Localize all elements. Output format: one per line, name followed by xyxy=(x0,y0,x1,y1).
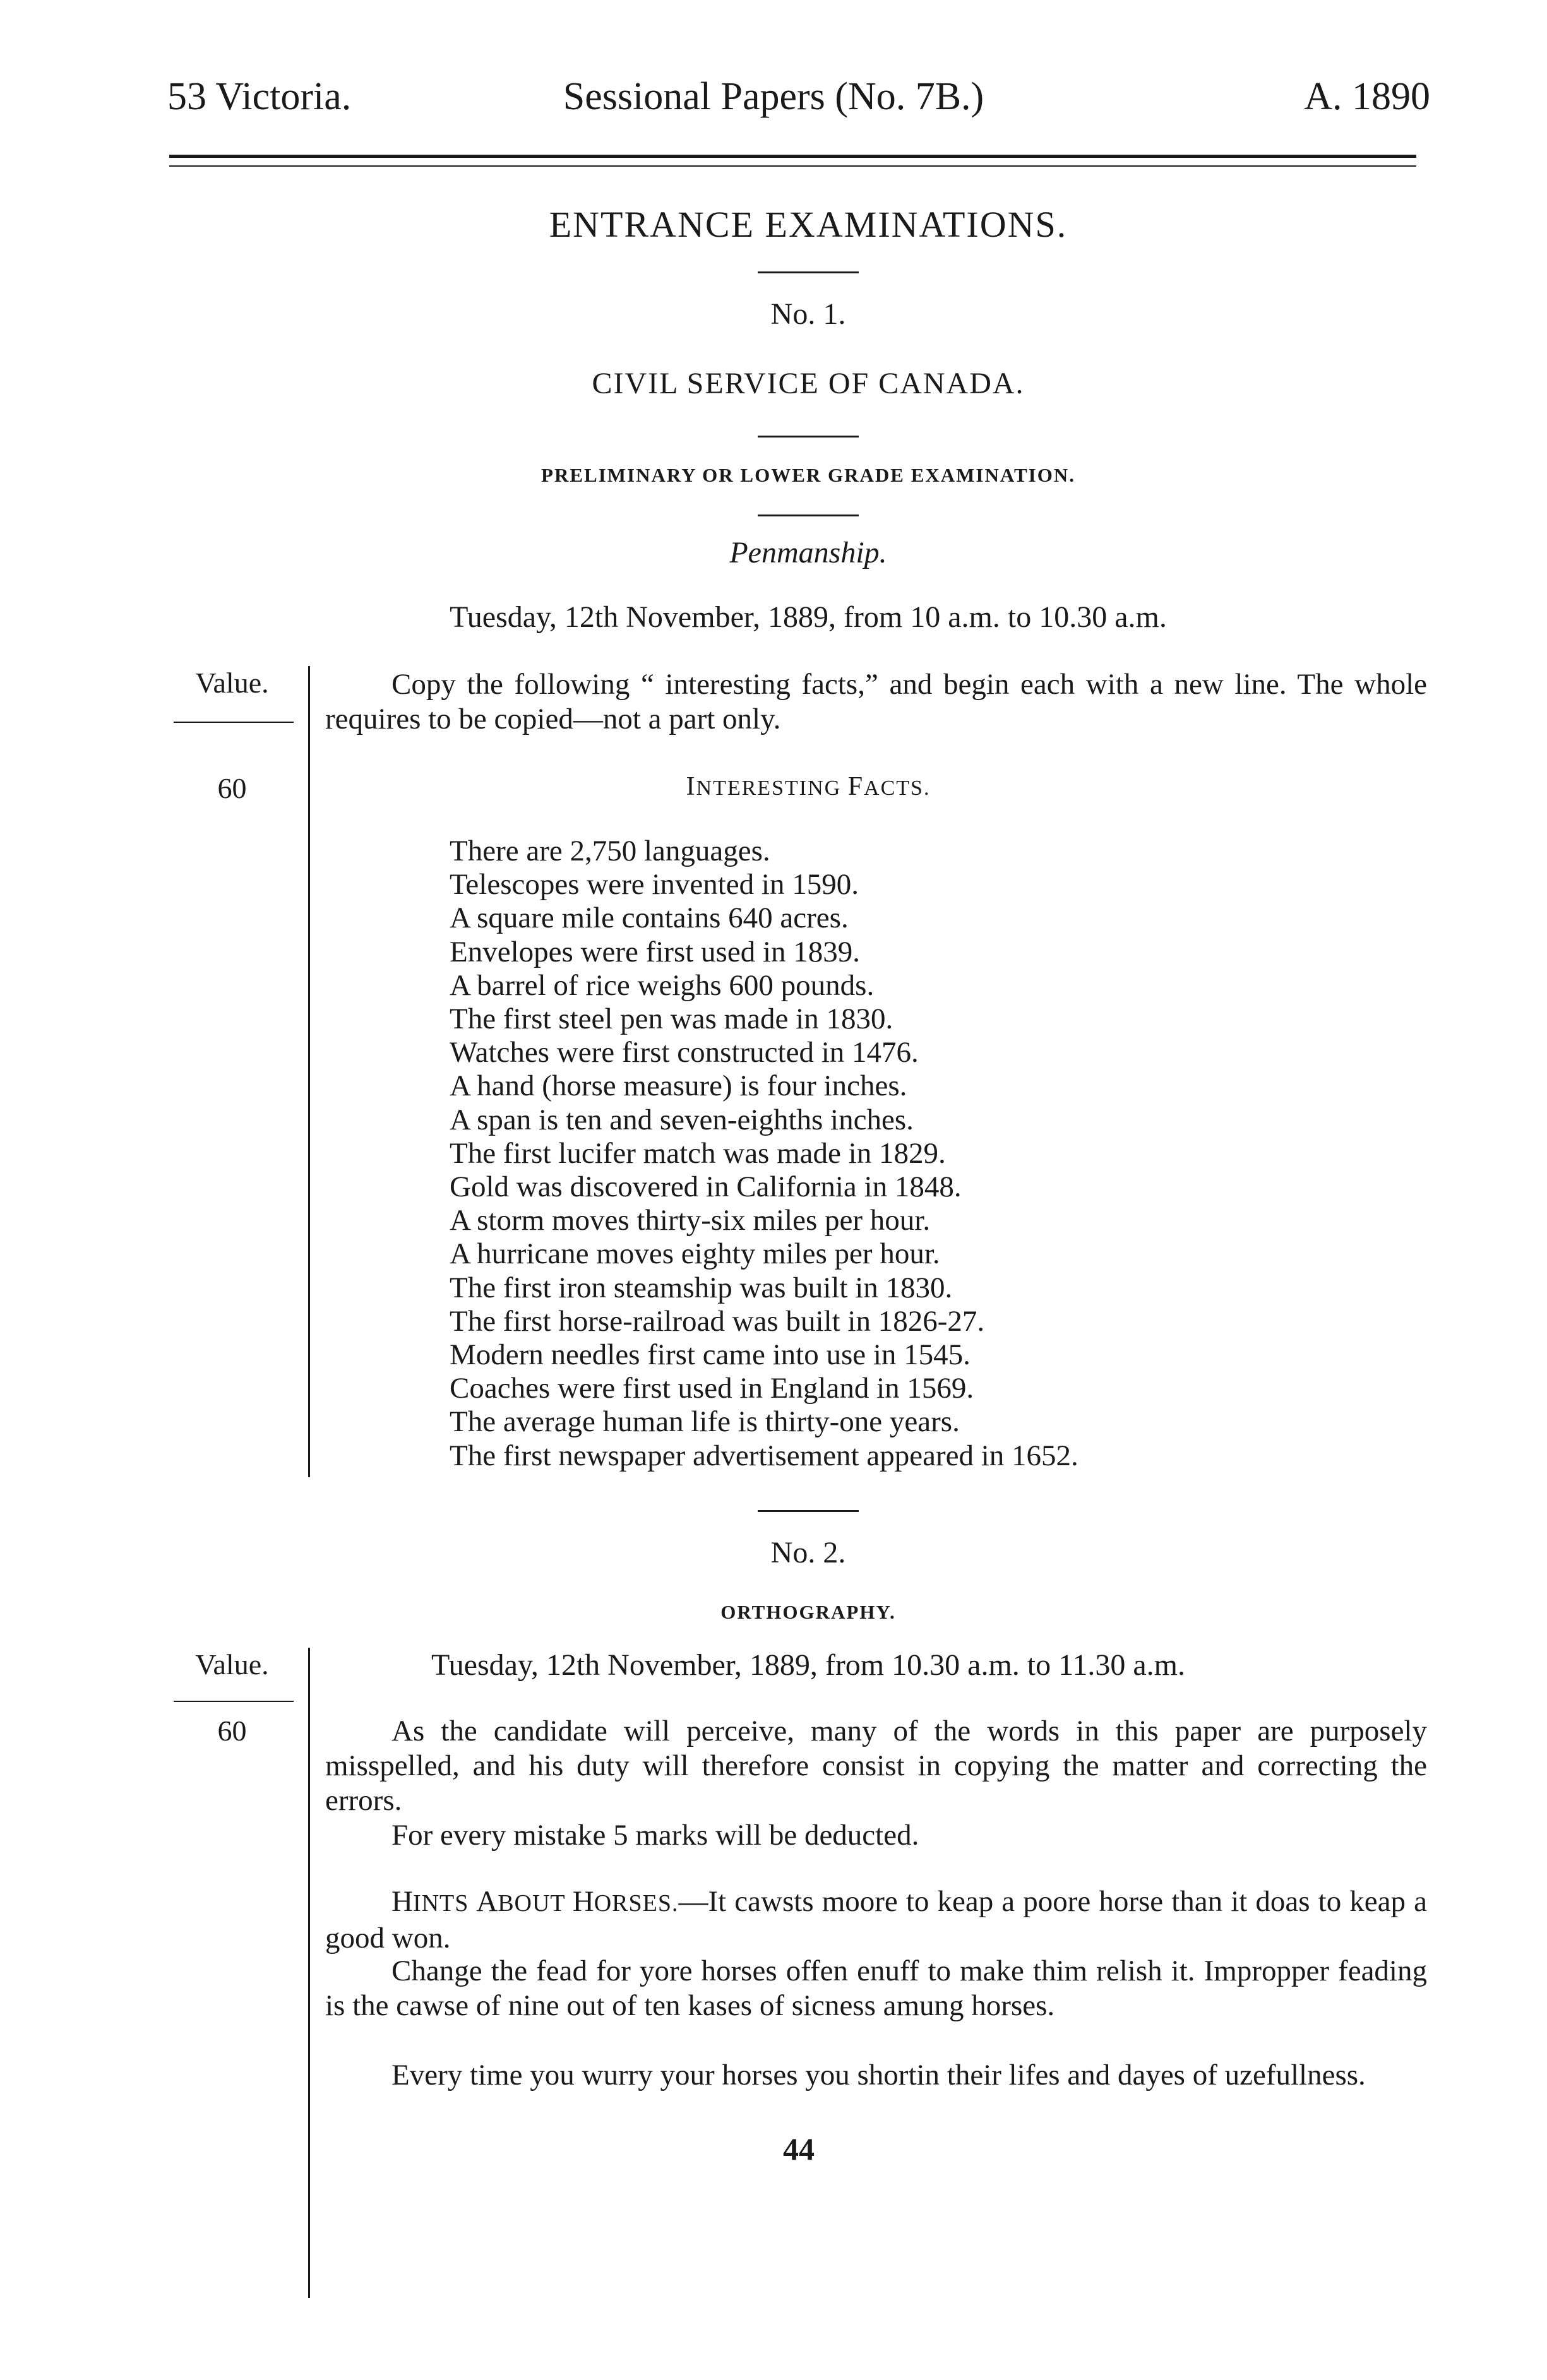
value-rule xyxy=(174,722,294,723)
head-rule-thick xyxy=(169,155,1416,158)
section1-value: 60 xyxy=(217,772,247,804)
fact-line: A span is ten and seven-eighths inches. xyxy=(450,1103,914,1136)
section1-subject: Penmanship. xyxy=(729,536,887,569)
fact-line: The first newspaper advertisement appeared in 1652. xyxy=(450,1439,1078,1472)
section1-instructions xyxy=(325,667,1427,737)
section2-para3: HINTS ABOUT HORSES.—It cawsts moore to keap a poore horse than it doas to keap a good won. xyxy=(325,1885,1427,1955)
fact-line: The first horse-railroad was built in 1826-27. xyxy=(450,1304,985,1338)
fact-line: Gold was discovered in California in 1848. xyxy=(450,1170,962,1204)
section1-heading: CIVIL SERVICE OF CANADA. xyxy=(592,367,1025,400)
short-rule xyxy=(758,1510,859,1512)
section1-value-label: Value. xyxy=(195,667,269,699)
running-head-right: A. 1890 xyxy=(1304,75,1430,118)
facts-list xyxy=(450,835,1078,1473)
short-rule xyxy=(758,271,859,273)
fact-line: The first lucifer match was made in 1829. xyxy=(450,1136,946,1170)
fact-line: A square mile contains 640 acres. xyxy=(450,901,849,935)
value-rule xyxy=(174,1701,294,1702)
page-number: 44 xyxy=(783,2131,815,2167)
section2-para5: Every time you wurry your horses you shortin their lifes and dayes of uzefullness. xyxy=(391,2059,1366,2091)
page-title: ENTRANCE EXAMINATIONS. xyxy=(549,204,1068,245)
running-head-left: 53 Victoria. xyxy=(167,75,352,118)
section1-subheading: PRELIMINARY OR LOWER GRADE EXAMINATION. xyxy=(541,464,1075,486)
fact-line: A storm moves thirty-six miles per hour. xyxy=(450,1204,931,1237)
fact-line: Telescopes were invented in 1590. xyxy=(450,868,859,901)
fact-line: The average human life is thirty-one years. xyxy=(450,1405,960,1439)
section2-para2: For every mistake 5 marks will be deducted. xyxy=(391,1819,919,1852)
fact-line: The first steel pen was made in 1830. xyxy=(450,1003,893,1036)
section2-para4: Change the fead for yore horses offen enuff to make thim relish it. Impropper feading is the cawse of nine out of ten kases of sicness amung horses. xyxy=(325,1955,1427,2022)
value-column-rule xyxy=(308,1648,310,2298)
fact-line: The first iron steamship was built in 1830. xyxy=(450,1271,953,1304)
fact-line: A barrel of rice weighs 600 pounds. xyxy=(450,968,875,1002)
value-column-rule xyxy=(308,666,310,1477)
fact-line: A hurricane moves eighty miles per hour. xyxy=(450,1237,940,1271)
section2-number: No. 2. xyxy=(770,1536,846,1569)
facts-heading: INTERESTING FACTS. xyxy=(686,772,931,801)
section1-dateline: Tuesday, 12th November, 1889, from 10 a.m. to 10.30 a.m. xyxy=(450,600,1167,634)
fact-line: Coaches were first used in England in 1569. xyxy=(450,1372,974,1405)
head-rule-thin xyxy=(169,165,1416,167)
section2-dateline: Tuesday, 12th November, 1889, from 10.30 a.m. to 11.30 a.m. xyxy=(431,1648,1185,1682)
fact-line: Envelopes were first used in 1839. xyxy=(450,935,861,968)
running-head-center: Sessional Papers (No. 7B.) xyxy=(563,75,984,118)
section2-para1: As the candidate will perceive, many of the words in this paper are purposely misspelled, and his duty will therefore consist in copying the matter and correcting the errors. xyxy=(325,1715,1427,1817)
fact-line: Watches were first constructed in 1476. xyxy=(450,1036,919,1069)
short-rule xyxy=(758,515,859,516)
short-rule xyxy=(758,436,859,437)
section2-value-label: Value. xyxy=(195,1648,269,1681)
section1-instructions-text: Copy the following “ interesting facts,” and begin each with a new line. The whole requires to be copied—not a part only. xyxy=(325,668,1427,735)
section2-heading: ORTHOGRAPHY. xyxy=(720,1601,896,1623)
fact-line: A hand (horse measure) is four inches. xyxy=(450,1069,907,1103)
section1-number: No. 1. xyxy=(770,297,846,331)
fact-line: There are 2,750 languages. xyxy=(450,835,770,867)
section2-value: 60 xyxy=(217,1715,247,1747)
fact-line: Modern needles first came into use in 1545. xyxy=(450,1338,971,1372)
